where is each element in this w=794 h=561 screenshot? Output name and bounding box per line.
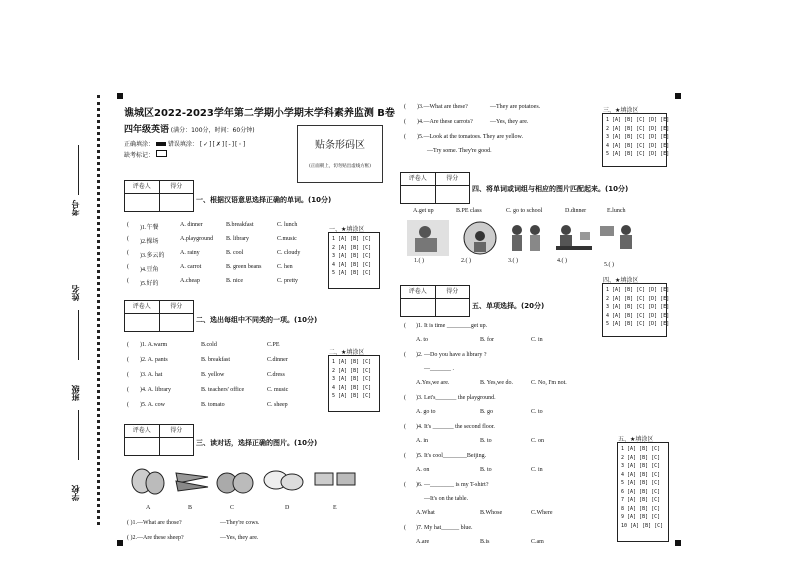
option-c[interactable]: C. lunch <box>277 222 298 228</box>
answer-bracket[interactable]: ( <box>127 387 129 393</box>
bubble-row[interactable]: 4 [A] [B] [C] [D] [E] <box>606 312 670 319</box>
bubble-row[interactable]: 2 [A] [B] [C] <box>621 454 661 461</box>
name-label: 姓名 <box>71 285 80 301</box>
option-b[interactable]: B. Yes,we do. <box>480 380 514 386</box>
option-b[interactable]: B. breakfast <box>201 357 230 363</box>
lunch-image <box>598 220 638 256</box>
option-a[interactable]: A. to <box>416 337 428 343</box>
page-title: 谯城区2022-2023学年第二学期小学期末学科素养监测 B卷 <box>124 108 395 119</box>
registration-mark <box>675 540 681 546</box>
get-up-image <box>407 220 449 256</box>
question-stem: )7. My hat______ blue. <box>416 525 473 531</box>
bubble-row[interactable]: 1 [A] [B] [C] <box>332 359 372 365</box>
exam-no-label: 考号 <box>71 200 80 216</box>
option-b[interactable]: B. tomato <box>201 402 225 408</box>
absent-line <box>124 150 167 159</box>
fill-legend <box>124 139 246 148</box>
bubble-row[interactable]: 4 [A] [B] [C] <box>332 384 372 391</box>
bubble-row[interactable]: 9 [A] [B] [C] <box>621 514 661 520</box>
answer-bracket[interactable]: ( <box>127 342 129 348</box>
option-b[interactable]: B. to <box>480 438 492 444</box>
bubble-row[interactable]: 5 [A] [B] [C] <box>621 480 661 486</box>
option-b[interactable]: B. teachers' office <box>201 387 245 393</box>
question-number: )3.多云的 <box>140 253 165 259</box>
section4-title: 四、将单词或词组与相应的图片匹配起来。(10分) <box>472 185 629 193</box>
option-a[interactable]: A. on <box>416 467 430 473</box>
option-c[interactable]: C. in <box>531 467 543 473</box>
barcode-title: 贴条形码区 <box>315 140 365 151</box>
bubble-row[interactable]: 1 [A] [B] [C] <box>332 236 372 242</box>
option-b[interactable]: B. to <box>480 467 492 473</box>
answer-bracket[interactable]: ( <box>404 525 406 531</box>
tomatoes-image <box>215 465 255 495</box>
answer-bracket[interactable]: ( <box>404 453 406 459</box>
match-blank[interactable]: 1.( ) <box>414 258 424 264</box>
grader-label: 评卷人 <box>125 301 160 313</box>
checkbox-icon[interactable] <box>156 150 167 157</box>
absent-label: 缺考标记： <box>124 152 155 159</box>
answer-bracket[interactable]: ( <box>404 323 406 329</box>
potatoes-image <box>130 465 166 495</box>
option-c[interactable]: C. No, I'm not. <box>531 380 567 386</box>
option-c[interactable]: C.Where <box>531 510 553 516</box>
registration-mark <box>117 93 123 99</box>
dialogue-question: )3.—What are these? <box>417 104 468 110</box>
fill-title: 四、★填涂区 <box>603 277 639 284</box>
option-c[interactable]: C.dinner <box>267 357 288 363</box>
bubble-row[interactable]: 4 [A] [B] [C] <box>621 471 661 478</box>
match-option: A.get up <box>413 208 434 214</box>
section5-title: 五、单项选择。(20分) <box>472 302 545 310</box>
wrong-fill-label: 错误填涂： <box>167 141 198 148</box>
filled-mark-icon <box>156 142 166 146</box>
option-c[interactable]: C. cloudy <box>277 250 301 256</box>
option-a[interactable]: A.What <box>416 510 435 516</box>
option-c[interactable]: C. in <box>531 337 543 343</box>
match-option: C. go to school <box>506 208 543 214</box>
option-b[interactable]: B. green beans <box>226 264 262 270</box>
bubble-row[interactable]: 5 [A] [B] [C] [D] [E] <box>606 321 670 327</box>
option-a[interactable]: A.cheap <box>180 278 200 284</box>
option-a[interactable]: A. dinner <box>180 222 203 228</box>
bubble-row[interactable]: 8 [A] [B] [C] <box>621 505 661 512</box>
option-a[interactable]: A.are <box>416 539 430 545</box>
answer-bracket[interactable]: ( <box>404 134 406 140</box>
option-b[interactable]: B.is <box>480 539 490 545</box>
bubble-row[interactable]: 1 [A] [B] [C] [D] [E] <box>606 117 670 123</box>
bubble-row[interactable]: 2 [A] [B] [C] <box>332 367 372 374</box>
section1-title: 一、根据汉语意思选择正确的单词。(10分) <box>196 196 332 204</box>
dialogue-question: )5.—Look at the tomatoes. They are yellow. <box>417 134 523 140</box>
score-box <box>400 172 470 204</box>
question-stem: )3. Let's_______ the playground. <box>416 395 496 401</box>
answer-bracket[interactable]: ( <box>127 222 129 228</box>
bubble-row[interactable]: 2 [A] [B] [C] [D] [E] <box>606 125 670 132</box>
grader-label: 评卷人 <box>125 181 160 193</box>
question-option-a[interactable]: )5. A. cow <box>140 402 165 408</box>
answer-bracket[interactable]: ( <box>127 278 129 284</box>
option-a[interactable]: A.playground <box>180 236 214 242</box>
question-option-a[interactable]: )1. A.warm <box>140 342 168 348</box>
bubble-row[interactable]: 5 [A] [B] [C] [D] [E] <box>606 151 670 157</box>
fill-title: 二、★填涂区 <box>329 349 365 356</box>
dialogue-question: )4.—Are these carrots? <box>417 119 473 125</box>
class-label: 班级 <box>71 385 80 401</box>
option-b[interactable]: B.breakfast <box>226 222 254 228</box>
bubble-row[interactable]: 2 [A] [B] [C] <box>332 244 372 251</box>
option-c[interactable]: C.PE <box>267 342 280 348</box>
grader-label: 评卷人 <box>401 173 436 185</box>
underline <box>78 145 79 195</box>
fill-area-2[interactable] <box>328 349 380 412</box>
bubble-row[interactable]: 3 [A] [B] [C] [D] [E] <box>606 304 670 310</box>
question-option-a[interactable]: )4. A. library <box>140 387 171 393</box>
fill-area-1[interactable] <box>328 226 380 289</box>
picture-label: D <box>285 505 290 511</box>
dialogue-question: ( )2.—Are these sheep? <box>127 535 184 541</box>
option-c[interactable]: C. hen <box>277 264 293 270</box>
answer-bracket[interactable]: ( <box>127 236 129 242</box>
answer-bracket[interactable]: ( <box>404 119 406 125</box>
fill-area-5[interactable] <box>617 436 669 542</box>
match-blank[interactable]: 4.( ) <box>557 258 567 264</box>
score-box <box>124 300 194 332</box>
bubble-row[interactable]: 10 [A] [B] [C] <box>621 522 664 529</box>
option-c[interactable]: C. to <box>531 409 543 415</box>
question-stem: )4. It's _______ the second floor. <box>416 424 495 430</box>
dialogue-answer: —They are potatoes. <box>490 104 541 110</box>
dialogue-question: ( )1.—What are those? <box>127 520 182 526</box>
option-b[interactable]: B.cold <box>201 342 217 348</box>
answer-bracket[interactable]: ( <box>404 352 406 358</box>
barcode-area <box>297 125 383 183</box>
score-label: 得分 <box>170 183 183 190</box>
question-number: )4.豆角 <box>140 267 159 273</box>
answer-bracket[interactable]: ( <box>127 357 129 363</box>
picture-label: E <box>333 505 337 511</box>
underline <box>78 410 79 460</box>
bubble-row[interactable]: 3 [A] [B] [C] <box>621 463 661 469</box>
option-c[interactable]: C.dress <box>267 372 285 378</box>
dialogue-answer: —Try some. They're good. <box>427 148 492 154</box>
option-c[interactable]: C. music <box>267 387 289 393</box>
bubble-row[interactable]: 4 [A] [B] [C] <box>332 261 372 268</box>
question-response: —_______ . <box>424 366 454 372</box>
fill-title: 五、★填涂区 <box>618 436 654 443</box>
barcode-note: (正面朝上，切勿贴出虚线方框) <box>308 164 371 169</box>
score-label: 得分 <box>170 427 183 434</box>
dialogue-answer: —They're cows. <box>220 520 260 526</box>
match-option: E.lunch <box>607 208 626 214</box>
option-c[interactable]: C.music <box>277 236 297 242</box>
underline <box>78 310 79 360</box>
question-option-a[interactable]: )2. A. pants <box>140 357 168 363</box>
subject-note: (满分：100分，时间：60分钟) <box>170 127 255 134</box>
fill-title: 一、★填涂区 <box>329 226 365 233</box>
bubble-row[interactable]: 6 [A] [B] [C] <box>621 488 661 495</box>
option-b[interactable]: B. nice <box>226 278 243 284</box>
option-c[interactable]: C.am <box>531 539 544 545</box>
bubble-row[interactable]: 4 [A] [B] [C] [D] [E] <box>606 142 670 149</box>
section3-title: 三、读对话，选择正确的图片。(10分) <box>196 439 318 447</box>
bubble-row[interactable]: 3 [A] [B] [C] <box>332 253 372 259</box>
match-blank[interactable]: 2.( ) <box>461 258 471 264</box>
option-a[interactable]: A.Yes,we are. <box>416 380 450 386</box>
dialogue-answer: —Yes, they are. <box>220 535 259 541</box>
match-option: D.dinner <box>565 208 587 214</box>
score-box <box>124 180 194 212</box>
correct-fill-label: 正确填涂： <box>124 141 155 148</box>
option-c[interactable]: C. pretty <box>277 278 298 284</box>
answer-bracket[interactable]: ( <box>127 372 129 378</box>
question-stem: )1. It is time ________get up. <box>416 323 488 329</box>
match-blank[interactable]: 5.( ) <box>604 262 614 268</box>
sheep-image <box>262 465 304 495</box>
option-a[interactable]: A. go to <box>416 409 436 415</box>
answer-bracket[interactable]: ( <box>127 264 129 270</box>
option-a[interactable]: A. in <box>416 438 428 444</box>
option-c[interactable]: C. sheep <box>267 402 288 408</box>
question-response: —It's on the table. <box>424 496 469 502</box>
fill-area-3[interactable] <box>602 107 670 167</box>
option-b[interactable]: B. yellow <box>201 372 225 378</box>
picture-label: A <box>146 505 151 511</box>
match-option: B.PE class <box>456 208 482 214</box>
option-b[interactable]: B. go <box>480 409 494 415</box>
option-a[interactable]: A. rainy <box>180 250 200 256</box>
option-b[interactable]: B. cool <box>226 250 244 256</box>
subject-line <box>124 122 255 135</box>
answer-bracket[interactable]: ( <box>127 402 129 408</box>
score-box <box>400 285 470 317</box>
registration-mark <box>117 540 123 546</box>
section2-title: 二、选出每组中不同类的一项。(10分) <box>196 316 318 324</box>
answer-bracket[interactable]: ( <box>127 250 129 256</box>
bubble-row[interactable]: 7 [A] [B] [C] <box>621 497 661 503</box>
fill-title: 三、★填涂区 <box>603 107 639 114</box>
question-number: )1.午餐 <box>140 225 159 231</box>
score-label: 得分 <box>446 175 459 182</box>
subject: 四年级英语 <box>124 125 170 135</box>
bubble-row[interactable]: 5 [A] [B] [C] <box>332 393 372 399</box>
score-label: 得分 <box>446 288 459 295</box>
question-option-a[interactable]: )3. A. hat <box>140 372 163 378</box>
answer-bracket[interactable]: ( <box>404 482 406 488</box>
match-blank[interactable]: 3.( ) <box>508 258 518 264</box>
answer-bracket[interactable]: ( <box>404 424 406 430</box>
cows-image <box>313 465 359 495</box>
registration-mark <box>675 93 681 99</box>
bubble-row[interactable]: 3 [A] [B] [C] <box>332 376 372 382</box>
dinner-image <box>554 220 594 256</box>
option-b[interactable]: B. for <box>480 337 494 343</box>
bubble-row[interactable]: 3 [A] [B] [C] [D] [E] <box>606 134 670 140</box>
option-c[interactable]: C. on <box>531 438 545 444</box>
bubble-row[interactable]: 1 [A] [B] [C] <box>621 446 661 452</box>
grader-label: 评卷人 <box>125 425 160 437</box>
dialogue-answer: —Yes, they are. <box>490 119 529 125</box>
pe-class-image <box>460 220 500 256</box>
bubble-row[interactable]: 1 [A] [B] [C] [D] [E] <box>606 287 670 293</box>
picture-label: C <box>230 505 235 511</box>
go-to-school-image <box>505 220 549 256</box>
school-label: 学校 <box>71 485 80 501</box>
wrong-marks-icon: [✓][✗][-][◦] <box>199 141 247 148</box>
question-number: )5.好的 <box>140 281 159 287</box>
bubble-row[interactable]: 5 [A] [B] [C] <box>332 270 372 276</box>
fill-area-4[interactable] <box>602 277 670 337</box>
question-stem: )5. It's cool________Beijing. <box>416 453 487 459</box>
option-b[interactable]: B.Whose <box>480 510 503 516</box>
score-label: 得分 <box>170 303 183 310</box>
option-a[interactable]: A. carrot <box>180 264 202 270</box>
grader-label: 评卷人 <box>401 286 436 298</box>
carrots-image <box>172 465 212 495</box>
bubble-row[interactable]: 2 [A] [B] [C] [D] [E] <box>606 295 670 302</box>
question-stem: )6. —________ is my T-shirt? <box>416 482 489 488</box>
option-b[interactable]: B. library <box>226 236 249 242</box>
answer-bracket[interactable]: ( <box>404 104 406 110</box>
picture-label: B <box>188 505 193 511</box>
answer-bracket[interactable]: ( <box>404 395 406 401</box>
binding-line <box>97 95 106 525</box>
question-number: )2.操场 <box>140 239 159 245</box>
score-box <box>124 424 194 456</box>
question-stem: )2. —Do you have a library ? <box>416 352 487 358</box>
